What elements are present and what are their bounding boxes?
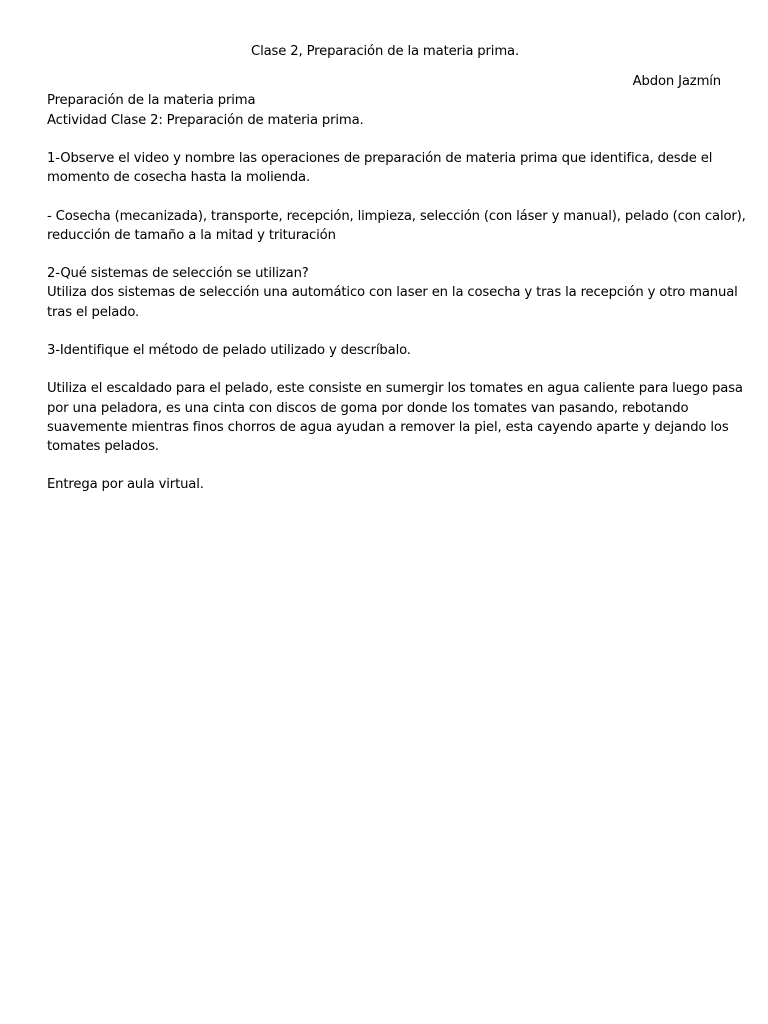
answer-3-line: Utiliza el escaldado para el pelado, este consiste en sumergir los tomates en agua caliente para luego pasa [47, 381, 743, 397]
spacer [47, 456, 723, 475]
answer-1 [47, 207, 746, 245]
spacer [47, 187, 723, 206]
spacer [47, 245, 723, 264]
section-heading: Preparación de la materia prima [47, 93, 256, 109]
question-3: 3-Identifique el método de pelado utilizado y descríbalo. [47, 342, 411, 358]
question-1 [47, 149, 723, 187]
question-2: 2-Qué sistemas de selección se utilizan? [47, 266, 309, 282]
answer-3-line: por una peladora, es una cinta con discos de goma por donde los tomates van pasando, rebotando [47, 400, 689, 416]
document-body [47, 42, 746, 495]
answer-3-line: suavemente mientras finos chorros de agua ayudan a remover la piel, esta cayendo aparte y dejando los [47, 419, 729, 435]
spacer [47, 360, 723, 379]
answer-2-line: tras el pelado. [47, 304, 140, 320]
activity-title: Actividad Clase 2: Preparación de materia prima. [47, 112, 364, 128]
author-name: Abdon Jazmín [632, 74, 721, 90]
spacer [47, 322, 723, 341]
question-1-line: momento de cosecha hasta la molienda. [47, 170, 311, 186]
delivery-note: Entrega por aula virtual. [47, 477, 204, 493]
question-1-line: 1-Observe el video y nombre las operaciones de preparación de materia prima que identifica, desde el [47, 150, 713, 166]
answer-3 [47, 379, 743, 456]
answer-3-line: tomates pelados. [47, 438, 159, 454]
spacer [47, 130, 723, 149]
answer-1-line: reducción de tamaño a la mitad y trituración [47, 227, 336, 243]
question-2-block [47, 264, 738, 322]
document-title: Clase 2, Preparación de la materia prima. [251, 44, 519, 59]
answer-2-line: Utiliza dos sistemas de selección una automático con laser en la cosecha y tras la recepción y otro manual [47, 285, 738, 301]
answer-1-line: - Cosecha (mecanizada), transporte, recepción, limpieza, selección (con láser y manual), pelado (con calor), [47, 208, 746, 224]
